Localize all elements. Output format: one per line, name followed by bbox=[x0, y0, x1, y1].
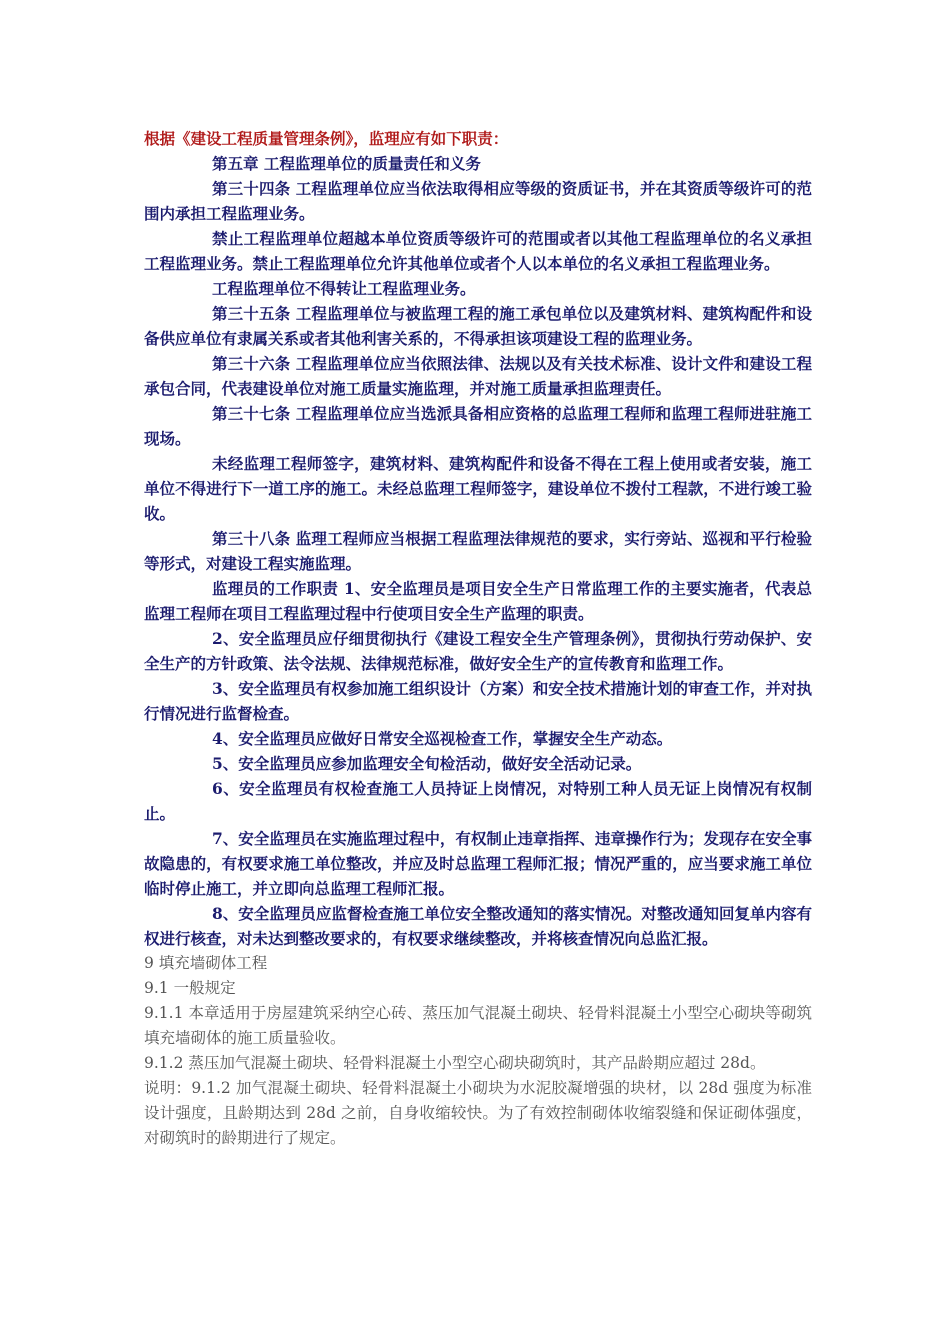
article-34-prohibition: 禁止工程监理单位超越本单位资质等级许可的范围或者以其他工程监理单位的名义承担工程监理业务。禁止工程监理单位允许其他单位或者个人以本单位的名义承担工程监理业务。 bbox=[144, 229, 812, 273]
duty-2: 2、安全监理员应仔细贯彻执行《建设工程安全生产管理条例》，贯彻执行劳动保护、安全生产的方针政策、法令法规、法律规范标准，做好安全生产的宣传教育和监理工作。 bbox=[144, 629, 812, 673]
article-37-signature: 未经监理工程师签字，建筑材料、建筑构配件和设备不得在工程上使用或者安装，施工单位不得进行下一道工序的施工。未经总监理工程师签字，建设单位不拨付工程款，不进行竣工验收。 bbox=[144, 454, 812, 523]
clause-9-1-2: 9.1.2 蒸压加气混凝土砌块、轻骨料混凝土小型空心砌块砌筑时，其产品龄期应超过 28d。 bbox=[144, 1054, 766, 1072]
article-37: 第三十七条 工程监理单位应当选派具备相应资格的总监理工程师和监理工程师进驻施工现场。 bbox=[144, 404, 812, 448]
clause-9-1-1: 9.1.1 本章适用于房屋建筑采纳空心砖、蒸压加气混凝土砌块、轻骨料混凝土小型空心砌块等砌筑填充墙砌体的施工质量验收。 bbox=[144, 1004, 812, 1047]
clause-note: 说明：9.1.2 加气混凝土砌块、轻骨料混凝土小砌块为水泥胶凝增强的块材，以 28d 强度为标准设计强度，且龄期达到 28d 之前，自身收缩较快。为了有效控制砌体收缩裂缝和保证砌体强度，对砌筑时的龄期进行了规定。 bbox=[144, 1079, 812, 1147]
article-38: 第三十八条 监理工程师应当根据工程监理法律规范的要求，实行旁站、巡视和平行检验等形式，对建设工程实施监理。 bbox=[144, 529, 812, 573]
article-36: 第三十六条 工程监理单位应当依照法律、法规以及有关技术标准、设计文件和建设工程承包合同，代表建设单位对施工质量实施监理，并对施工质量承担监理责任。 bbox=[144, 354, 812, 398]
document-body bbox=[144, 126, 812, 1151]
duty-4: 4、安全监理员应做好日常安全巡视检查工作，掌握安全生产动态。 bbox=[212, 729, 673, 748]
duty-1: 监理员的工作职责 1、安全监理员是项目安全生产日常监理工作的主要实施者，代表总监理工程师在项目工程监理过程中行使项目安全生产监理的职责。 bbox=[144, 579, 812, 623]
subsection-title: 9.1 一般规定 bbox=[144, 979, 236, 997]
document-heading: 根据《建设工程质量管理条例》，监理应有如下职责： bbox=[144, 129, 509, 148]
section-title: 9 填充墙砌体工程 bbox=[144, 954, 268, 972]
duty-5: 5、安全监理员应参加监理安全旬检活动，做好安全活动记录。 bbox=[212, 754, 642, 773]
article-34-transfer: 工程监理单位不得转让工程监理业务。 bbox=[212, 279, 476, 298]
duty-3: 3、安全监理员有权参加施工组织设计（方案）和安全技术措施计划的审查工作，并对执行情况进行监督检查。 bbox=[144, 679, 812, 723]
chapter-title: 第五章 工程监理单位的质量责任和义务 bbox=[212, 154, 481, 173]
article-34: 第三十四条 工程监理单位应当依法取得相应等级的资质证书，并在其资质等级许可的范围内承担工程监理业务。 bbox=[144, 179, 812, 223]
duty-6: 6、安全监理员有权检查施工人员持证上岗情况，对特别工种人员无证上岗情况有权制止。 bbox=[144, 779, 812, 823]
duty-7: 7、安全监理员在实施监理过程中，有权制止违章指挥、违章操作行为；发现存在安全事故隐患的，有权要求施工单位整改，并应及时总监理工程师汇报；情况严重的，应当要求施工单位临时停止施工，并立即向总监理工程师汇报。 bbox=[144, 829, 812, 898]
article-35: 第三十五条 工程监理单位与被监理工程的施工承包单位以及建筑材料、建筑构配件和设备供应单位有隶属关系或者其他利害关系的，不得承担该项建设工程的监理业务。 bbox=[144, 304, 812, 348]
duty-8: 8、安全监理员应监督检查施工单位安全整改通知的落实情况。对整改通知回复单内容有权进行核查，对未达到整改要求的，有权要求继续整改，并将核查情况向总监汇报。 bbox=[144, 904, 812, 948]
